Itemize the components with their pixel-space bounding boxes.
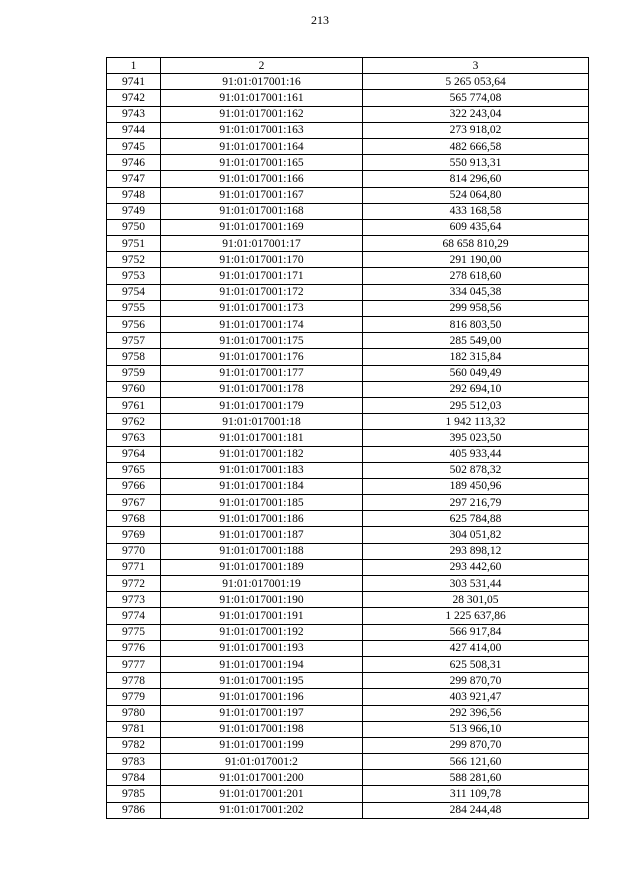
cadastral-number-cell: 91:01:017001:177: [161, 365, 363, 381]
table-row: [107, 381, 589, 397]
row-number-cell: 9763: [107, 430, 161, 446]
table-row: [107, 511, 589, 527]
cadastral-number-cell: 91:01:017001:182: [161, 446, 363, 462]
table-row: [107, 689, 589, 705]
value-cell: 299 870,70: [363, 737, 589, 753]
cadastral-number-cell: 91:01:017001:168: [161, 203, 363, 219]
value-cell: 609 435,64: [363, 219, 589, 235]
column-header-cadastral-number: 2: [161, 58, 363, 74]
cadastral-number-cell: 91:01:017001:197: [161, 705, 363, 721]
value-cell: 1 225 637,86: [363, 608, 589, 624]
cadastral-number-cell: 91:01:017001:193: [161, 640, 363, 656]
table-row: [107, 74, 589, 90]
table-row: [107, 640, 589, 656]
value-cell: 68 658 810,29: [363, 236, 589, 252]
row-number-cell: 9754: [107, 284, 161, 300]
value-cell: 304 051,82: [363, 527, 589, 543]
row-number-cell: 9779: [107, 689, 161, 705]
table-row: [107, 705, 589, 721]
table-row: [107, 624, 589, 640]
cadastral-number-cell: 91:01:017001:181: [161, 430, 363, 446]
value-cell: 566 917,84: [363, 624, 589, 640]
row-number-cell: 9764: [107, 446, 161, 462]
column-header-number: 1: [107, 58, 161, 74]
cadastral-number-cell: 91:01:017001:161: [161, 90, 363, 106]
row-number-cell: 9748: [107, 187, 161, 203]
value-cell: 273 918,02: [363, 122, 589, 138]
row-number-cell: 9782: [107, 737, 161, 753]
value-cell: 303 531,44: [363, 576, 589, 592]
cadastral-number-cell: 91:01:017001:191: [161, 608, 363, 624]
table-row: [107, 802, 589, 818]
table-header-row: [107, 58, 589, 74]
table-row: [107, 155, 589, 171]
value-cell: 427 414,00: [363, 640, 589, 656]
value-cell: 292 396,56: [363, 705, 589, 721]
table-row: [107, 203, 589, 219]
row-number-cell: 9759: [107, 365, 161, 381]
cadastral-number-cell: 91:01:017001:194: [161, 656, 363, 672]
cadastral-number-cell: 91:01:017001:166: [161, 171, 363, 187]
value-cell: 284 244,48: [363, 802, 589, 818]
value-cell: 5 265 053,64: [363, 74, 589, 90]
row-number-cell: 9776: [107, 640, 161, 656]
row-number-cell: 9758: [107, 349, 161, 365]
row-number-cell: 9751: [107, 236, 161, 252]
value-cell: 625 784,88: [363, 511, 589, 527]
row-number-cell: 9778: [107, 673, 161, 689]
row-number-cell: 9768: [107, 511, 161, 527]
row-number-cell: 9781: [107, 721, 161, 737]
table-row: [107, 300, 589, 316]
table-row: [107, 786, 589, 802]
value-cell: 293 898,12: [363, 543, 589, 559]
row-number-cell: 9746: [107, 155, 161, 171]
table-row: [107, 236, 589, 252]
row-number-cell: 9744: [107, 122, 161, 138]
row-number-cell: 9767: [107, 495, 161, 511]
cadastral-number-cell: 91:01:017001:169: [161, 219, 363, 235]
row-number-cell: 9772: [107, 576, 161, 592]
value-cell: 395 023,50: [363, 430, 589, 446]
value-cell: 565 774,08: [363, 90, 589, 106]
row-number-cell: 9757: [107, 333, 161, 349]
cadastral-number-cell: 91:01:017001:185: [161, 495, 363, 511]
row-number-cell: 9753: [107, 268, 161, 284]
cadastral-number-cell: 91:01:017001:201: [161, 786, 363, 802]
value-cell: 513 966,10: [363, 721, 589, 737]
cadastral-number-cell: 91:01:017001:199: [161, 737, 363, 753]
row-number-cell: 9760: [107, 381, 161, 397]
table-row: [107, 656, 589, 672]
cadastral-number-cell: 91:01:017001:184: [161, 478, 363, 494]
table-row: [107, 462, 589, 478]
value-cell: 28 301,05: [363, 592, 589, 608]
cadastral-number-cell: 91:01:017001:189: [161, 559, 363, 575]
row-number-cell: 9749: [107, 203, 161, 219]
table-row: [107, 446, 589, 462]
row-number-cell: 9745: [107, 138, 161, 154]
row-number-cell: 9766: [107, 478, 161, 494]
cadastral-number-cell: 91:01:017001:162: [161, 106, 363, 122]
table-row: [107, 721, 589, 737]
value-cell: 299 870,70: [363, 673, 589, 689]
row-number-cell: 9780: [107, 705, 161, 721]
table-row: [107, 349, 589, 365]
value-cell: 291 190,00: [363, 252, 589, 268]
value-cell: 295 512,03: [363, 397, 589, 413]
table-row: [107, 187, 589, 203]
row-number-cell: 9774: [107, 608, 161, 624]
table-row: [107, 317, 589, 333]
value-cell: 625 508,31: [363, 656, 589, 672]
table-row: [107, 543, 589, 559]
page-number: 213: [311, 13, 329, 27]
value-cell: 588 281,60: [363, 770, 589, 786]
row-number-cell: 9777: [107, 656, 161, 672]
value-cell: 566 121,60: [363, 754, 589, 770]
row-number-cell: 9784: [107, 770, 161, 786]
cadastral-number-cell: 91:01:017001:192: [161, 624, 363, 640]
value-cell: 182 315,84: [363, 349, 589, 365]
table-row: [107, 559, 589, 575]
cadastral-number-cell: 91:01:017001:178: [161, 381, 363, 397]
cadastral-number-cell: 91:01:017001:188: [161, 543, 363, 559]
cadastral-number-cell: 91:01:017001:183: [161, 462, 363, 478]
value-cell: 816 803,50: [363, 317, 589, 333]
row-number-cell: 9765: [107, 462, 161, 478]
column-header-value: 3: [363, 58, 589, 74]
table-row: [107, 754, 589, 770]
row-number-cell: 9771: [107, 559, 161, 575]
value-cell: 278 618,60: [363, 268, 589, 284]
value-cell: 524 064,80: [363, 187, 589, 203]
cadastral-number-cell: 91:01:017001:163: [161, 122, 363, 138]
value-cell: 293 442,60: [363, 559, 589, 575]
table-row: [107, 252, 589, 268]
table-row: [107, 478, 589, 494]
cadastral-number-cell: 91:01:017001:174: [161, 317, 363, 333]
row-number-cell: 9742: [107, 90, 161, 106]
value-cell: 334 045,38: [363, 284, 589, 300]
table-row: [107, 608, 589, 624]
table-row: [107, 737, 589, 753]
row-number-cell: 9770: [107, 543, 161, 559]
cadastral-number-cell: 91:01:017001:195: [161, 673, 363, 689]
value-cell: 322 243,04: [363, 106, 589, 122]
table-row: [107, 397, 589, 413]
value-cell: 560 049,49: [363, 365, 589, 381]
cadastral-number-cell: 91:01:017001:164: [161, 138, 363, 154]
cadastral-number-cell: 91:01:017001:175: [161, 333, 363, 349]
row-number-cell: 9785: [107, 786, 161, 802]
cadastral-number-cell: 91:01:017001:198: [161, 721, 363, 737]
table-row: [107, 673, 589, 689]
row-number-cell: 9756: [107, 317, 161, 333]
cadastral-number-cell: 91:01:017001:176: [161, 349, 363, 365]
cadastral-number-cell: 91:01:017001:17: [161, 236, 363, 252]
value-cell: 433 168,58: [363, 203, 589, 219]
value-cell: 189 450,96: [363, 478, 589, 494]
table-row: [107, 527, 589, 543]
value-cell: 814 296,60: [363, 171, 589, 187]
value-cell: 285 549,00: [363, 333, 589, 349]
table-body: [107, 74, 589, 819]
row-number-cell: 9750: [107, 219, 161, 235]
table-row: [107, 138, 589, 154]
row-number-cell: 9773: [107, 592, 161, 608]
cadastral-number-cell: 91:01:017001:2: [161, 754, 363, 770]
table-row: [107, 219, 589, 235]
table-row: [107, 576, 589, 592]
table-row: [107, 284, 589, 300]
value-cell: 311 109,78: [363, 786, 589, 802]
cadastral-number-cell: 91:01:017001:173: [161, 300, 363, 316]
cadastral-number-cell: 91:01:017001:172: [161, 284, 363, 300]
value-cell: 299 958,56: [363, 300, 589, 316]
cadastral-number-cell: 91:01:017001:16: [161, 74, 363, 90]
table-row: [107, 592, 589, 608]
cadastral-number-cell: 91:01:017001:200: [161, 770, 363, 786]
row-number-cell: 9747: [107, 171, 161, 187]
value-cell: 482 666,58: [363, 138, 589, 154]
table-row: [107, 365, 589, 381]
row-number-cell: 9783: [107, 754, 161, 770]
row-number-cell: 9769: [107, 527, 161, 543]
cadastral-number-cell: 91:01:017001:165: [161, 155, 363, 171]
cadastral-number-cell: 91:01:017001:190: [161, 592, 363, 608]
row-number-cell: 9752: [107, 252, 161, 268]
value-cell: 550 913,31: [363, 155, 589, 171]
value-cell: 297 216,79: [363, 495, 589, 511]
cadastral-number-cell: 91:01:017001:170: [161, 252, 363, 268]
cadastral-number-cell: 91:01:017001:196: [161, 689, 363, 705]
table-row: [107, 414, 589, 430]
table-row: [107, 495, 589, 511]
table-row: [107, 333, 589, 349]
cadastral-number-cell: 91:01:017001:167: [161, 187, 363, 203]
cadastral-number-cell: 91:01:017001:202: [161, 802, 363, 818]
row-number-cell: 9786: [107, 802, 161, 818]
value-cell: 502 878,32: [363, 462, 589, 478]
table-row: [107, 268, 589, 284]
table-row: [107, 106, 589, 122]
table-row: [107, 430, 589, 446]
cadastral-value-table: [106, 57, 589, 819]
cadastral-number-cell: 91:01:017001:18: [161, 414, 363, 430]
value-cell: 403 921,47: [363, 689, 589, 705]
cadastral-number-cell: 91:01:017001:187: [161, 527, 363, 543]
row-number-cell: 9755: [107, 300, 161, 316]
cadastral-number-cell: 91:01:017001:179: [161, 397, 363, 413]
table-row: [107, 122, 589, 138]
row-number-cell: 9761: [107, 397, 161, 413]
table-row: [107, 90, 589, 106]
cadastral-number-cell: 91:01:017001:171: [161, 268, 363, 284]
value-cell: 405 933,44: [363, 446, 589, 462]
row-number-cell: 9741: [107, 74, 161, 90]
row-number-cell: 9762: [107, 414, 161, 430]
value-cell: 1 942 113,32: [363, 414, 589, 430]
cadastral-number-cell: 91:01:017001:19: [161, 576, 363, 592]
row-number-cell: 9743: [107, 106, 161, 122]
table-row: [107, 770, 589, 786]
value-cell: 292 694,10: [363, 381, 589, 397]
row-number-cell: 9775: [107, 624, 161, 640]
cadastral-number-cell: 91:01:017001:186: [161, 511, 363, 527]
table-row: [107, 171, 589, 187]
